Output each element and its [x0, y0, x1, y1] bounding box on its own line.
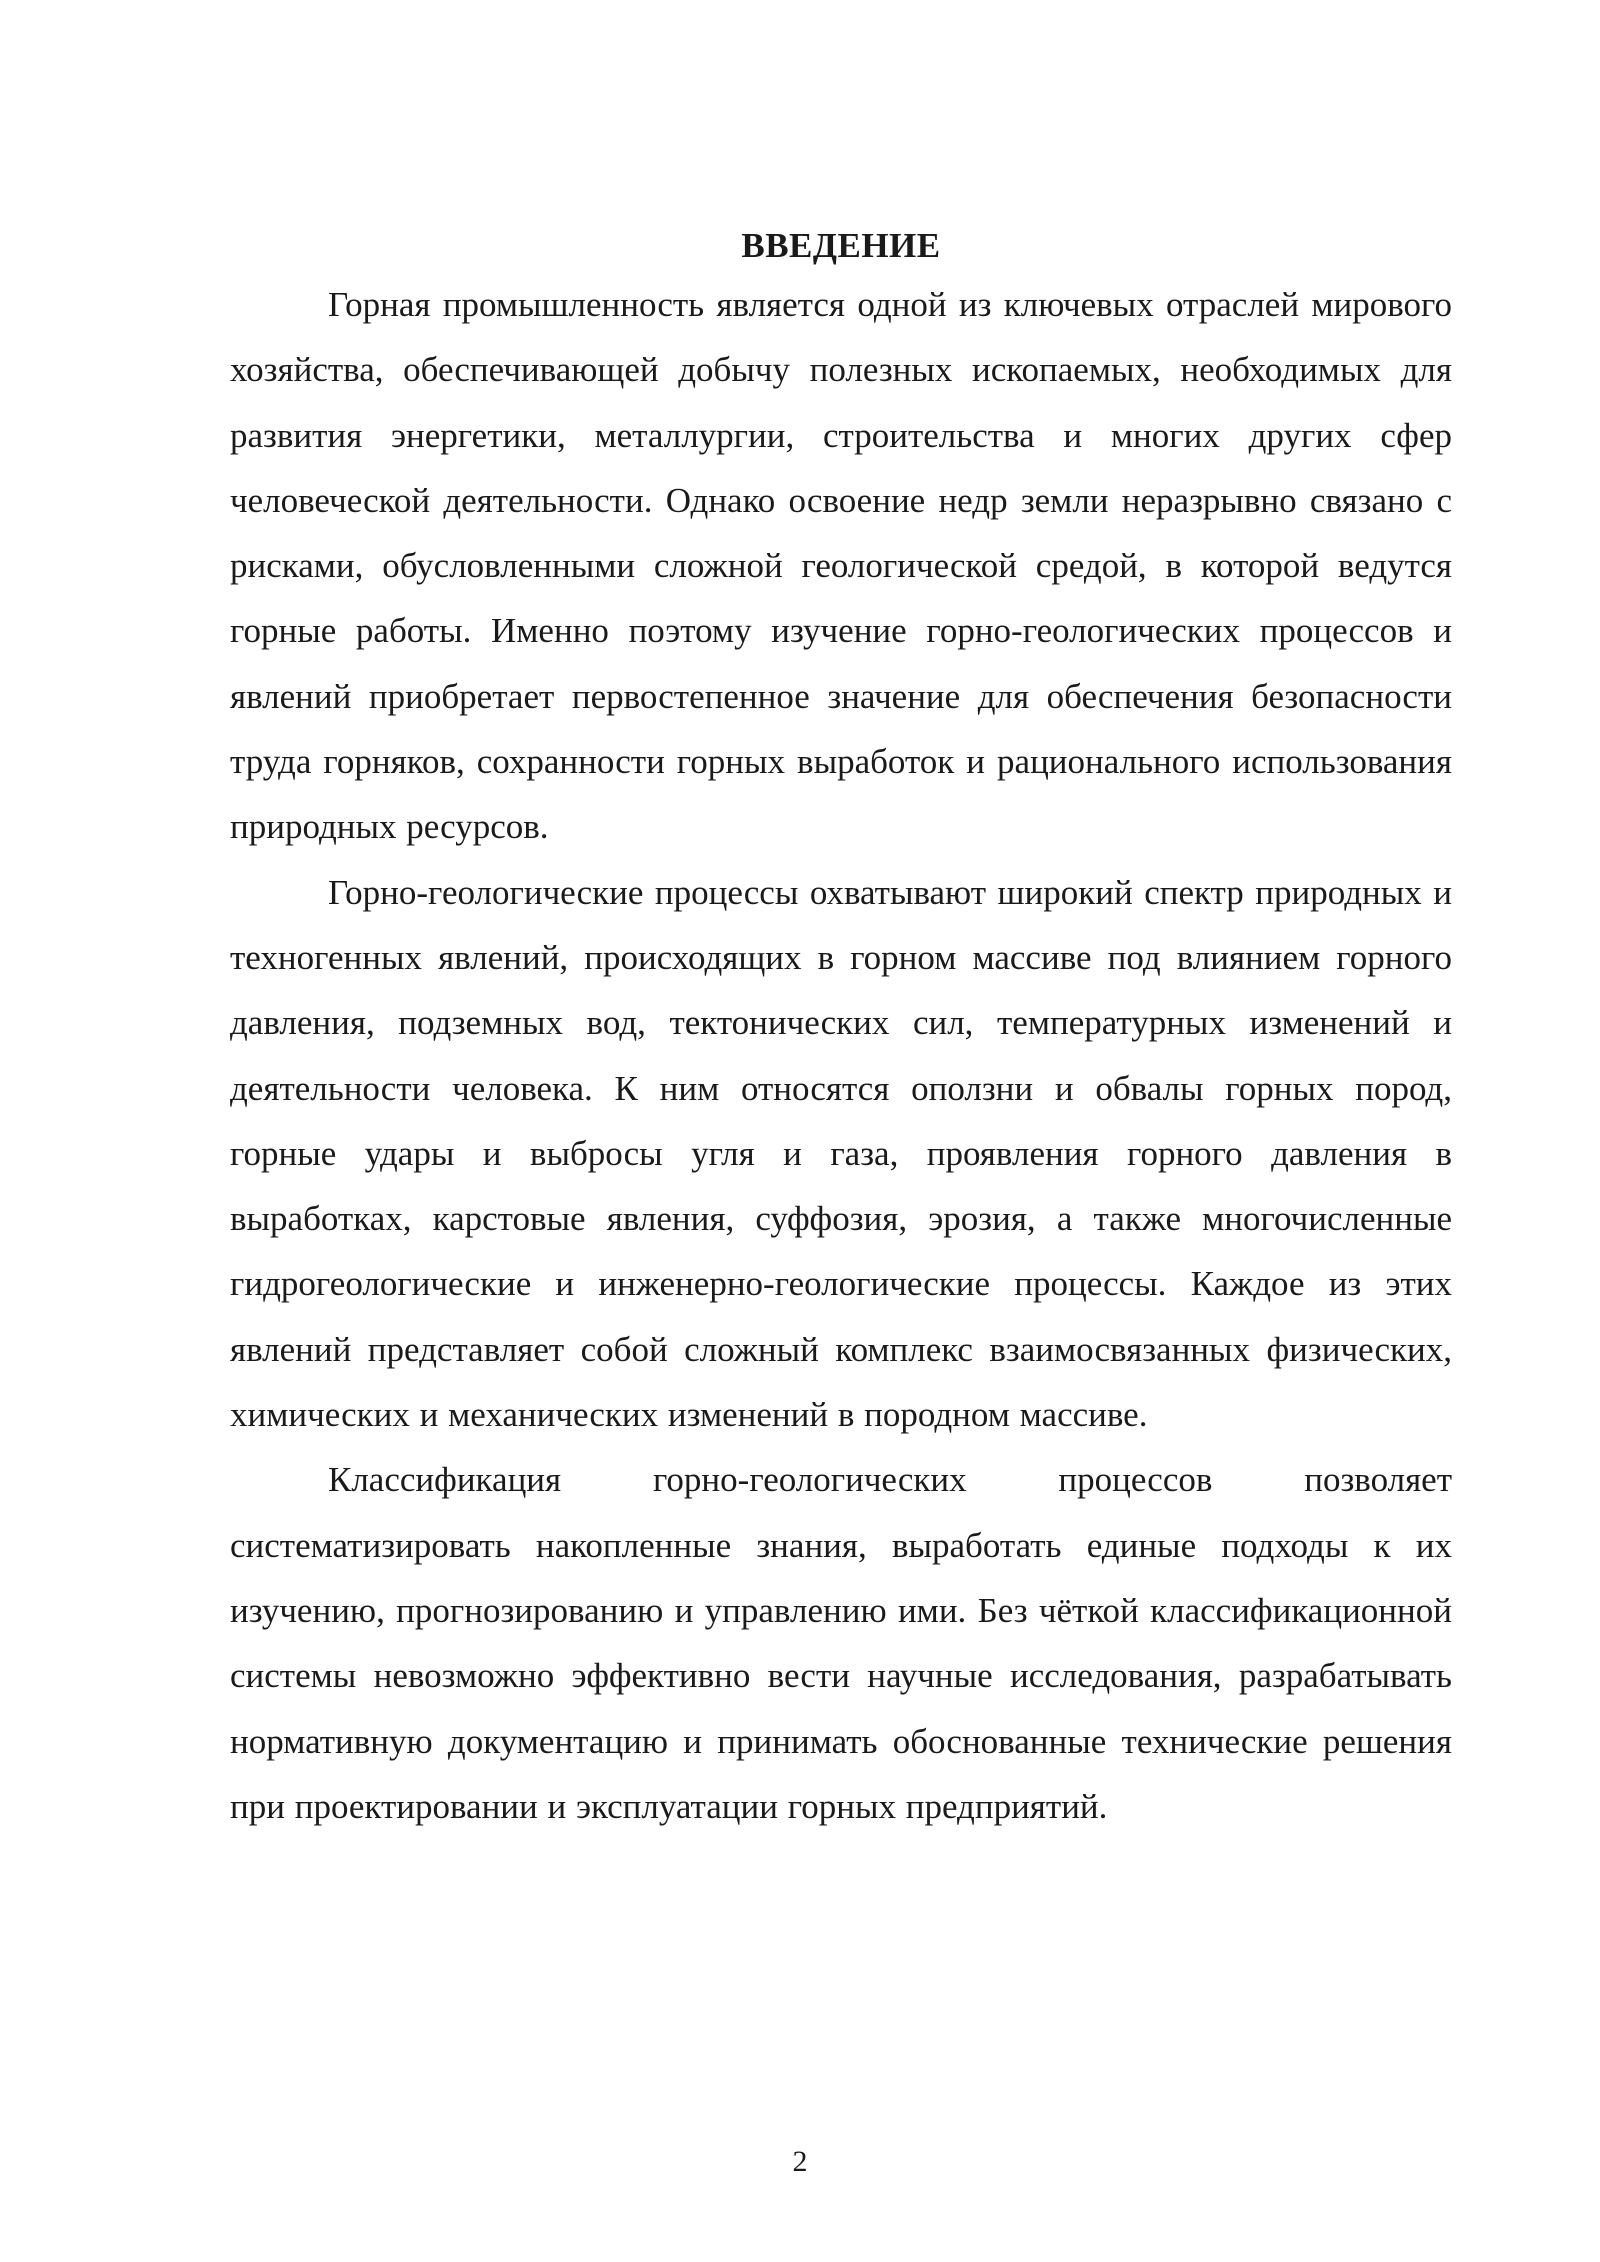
paragraph-2: Горно-геологические процессы охватывают широкий спектр природных и техногенных явлений, происходящих в горном массиве под влиянием горного давления, подземных вод, тектонических сил, температурных изменений и деятельности человека. К ним относятся оползни и обвалы горных пород, горные удары и выбросы угля и газа, проявления горного давления в выработках, карстовые явления, суффозия, эрозия, а также многочисленные гидрогеологические и инженерно-геологические процессы. Каждое из этих явлений представляет собой сложный комплекс взаимосвязанных физических, химических и механических изменений в породном массиве. [230, 872, 1452, 1435]
paragraph-1: Горная промышленность является одной из ключевых отраслей мирового хозяйства, обеспечивающей добычу полезных ископаемых, необходимых для развития энергетики, металлургии, строительства и многих других сфер человеческой деятельности. Однако освоение недр земли неразрывно связано с рисками, обусловленными сложной геологической средой, в которой ведутся горные работы. Именно поэтому изучение горно-геологических процессов и явлений приобретает первостепенное значение для обеспечения безопасности труда горняков, сохранности горных выработок и рационального использования природных ресурсов. [230, 285, 1452, 847]
paragraph-3: Классификация горно-геологических процессов позволяет систематизировать накопленные знания, выработать единые подходы к их изучению, прогнозированию и управлению ими. Без чёткой классификационной системы невозможно эффективно вести научные исследования, разрабатывать нормативную документацию и принимать обоснованные технические решения при проектировании и эксплуатации горных предприятий. [230, 1460, 1452, 1826]
section-heading: ВВЕДЕНИЕ [741, 226, 941, 265]
page-content [230, 222, 1452, 1839]
page-number: 2 [792, 2145, 808, 2178]
